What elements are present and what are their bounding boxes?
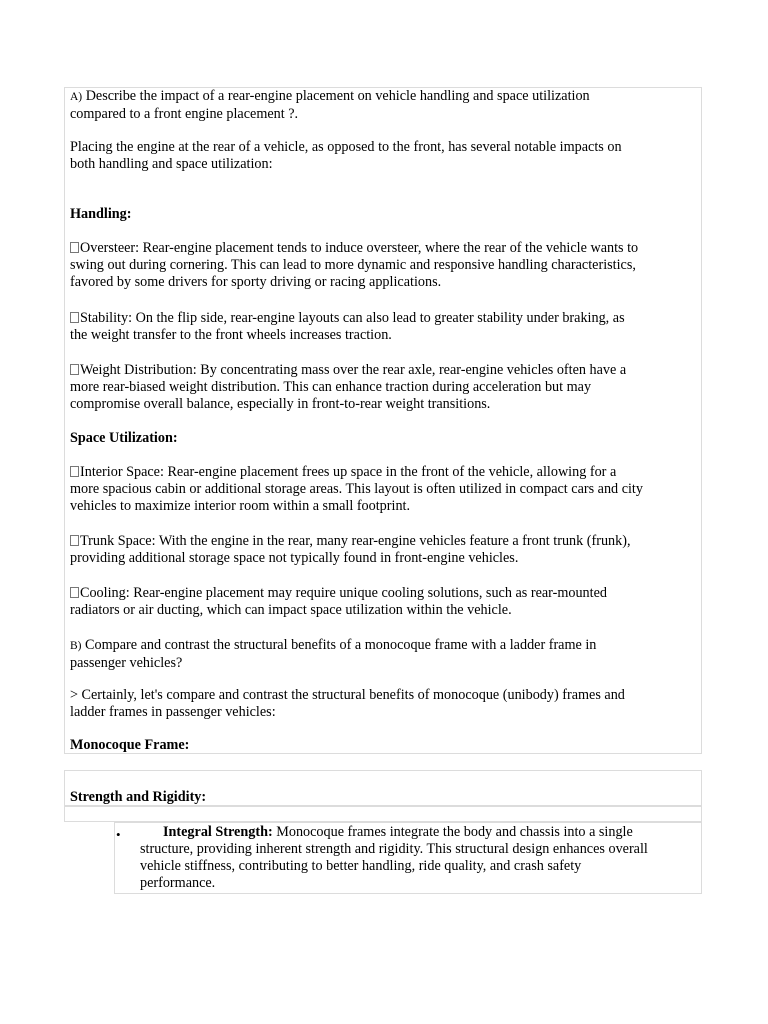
answer-b-intro: > Certainly, let's compare and contrast the structural benefits of monocoque (unibody) frames and ladder frames in passenger vehicles: <box>70 687 625 720</box>
weight-distribution-paragraph: Weight Distribution: By concentrating mass over the rear axle, rear-engine vehicles often have a more rear-biased weight distribution. This can enhance traction during acceleration but may compromise overall balance, especially in front-to-rear weight transitions. <box>70 362 627 412</box>
interior-space-paragraph: Interior Space: Rear-engine placement frees up space in the front of the vehicle, allowing for a more spacious cabin or additional storage areas. This layout is often utilized in compact cars and city vehicles to maximize interior room within a small footprint. <box>70 464 643 514</box>
question-a: A) Describe the impact of a rear-engine placement on vehicle handling and space utilization compared to a front engine placement ?. <box>70 88 590 122</box>
monocoque-heading: Monocoque Frame: <box>70 737 190 753</box>
handling-heading: Handling: <box>70 206 132 222</box>
trunk-space-paragraph: Trunk Space: With the engine in the rear, many rear-engine vehicles feature a front trunk (frunk), providing additional storage space not typically found in front-engine vehicles. <box>70 533 631 566</box>
integral-strength-item: Integral Strength: Monocoque frames integrate the body and chassis into a single structure, providing inherent strength and rigidity. This structural design enhances overall vehicle stiffness, contributing to better handling, ride quality, and crash safety performance. <box>140 824 648 891</box>
cooling-paragraph: Cooling: Rear-engine placement may require unique cooling solutions, such as rear-mounted radiators or air ducting, which can impact space utilization within the vehicle. <box>70 585 607 618</box>
stability-paragraph: Stability: On the flip side, rear-engine layouts can also lead to greater stability under braking, as the weight transfer to the front wheels increases traction. <box>70 310 625 343</box>
strength-rigidity-heading: Strength and Rigidity: <box>70 789 207 805</box>
missing-glyph-icon <box>70 535 79 546</box>
integral-strength-title: Integral Strength: <box>163 824 273 840</box>
oversteer-paragraph: Oversteer: Rear-engine placement tends to induce oversteer, where the rear of the vehicle wants to swing out during cornering. This can lead to more dynamic and responsive handling characteristics, favored by some drivers for sporty driving or racing applications. <box>70 240 639 290</box>
missing-glyph-icon <box>70 242 79 253</box>
question-b-label: B) <box>70 640 82 652</box>
text-frame-c <box>64 806 702 822</box>
space-utilization-heading: Space Utilization: <box>70 430 178 446</box>
missing-glyph-icon <box>70 312 79 323</box>
missing-glyph-icon <box>70 364 79 375</box>
question-b: B) Compare and contrast the structural benefits of a monocoque frame with a ladder frame in passenger vehicles? <box>70 637 597 671</box>
intro-paragraph: Placing the engine at the rear of a vehicle, as opposed to the front, has several notable impacts on both handling and space utilization: <box>70 139 622 172</box>
missing-glyph-icon <box>70 466 79 477</box>
missing-glyph-icon <box>70 587 79 598</box>
bullet-icon: • <box>116 827 121 842</box>
question-a-label: A) <box>70 91 83 103</box>
